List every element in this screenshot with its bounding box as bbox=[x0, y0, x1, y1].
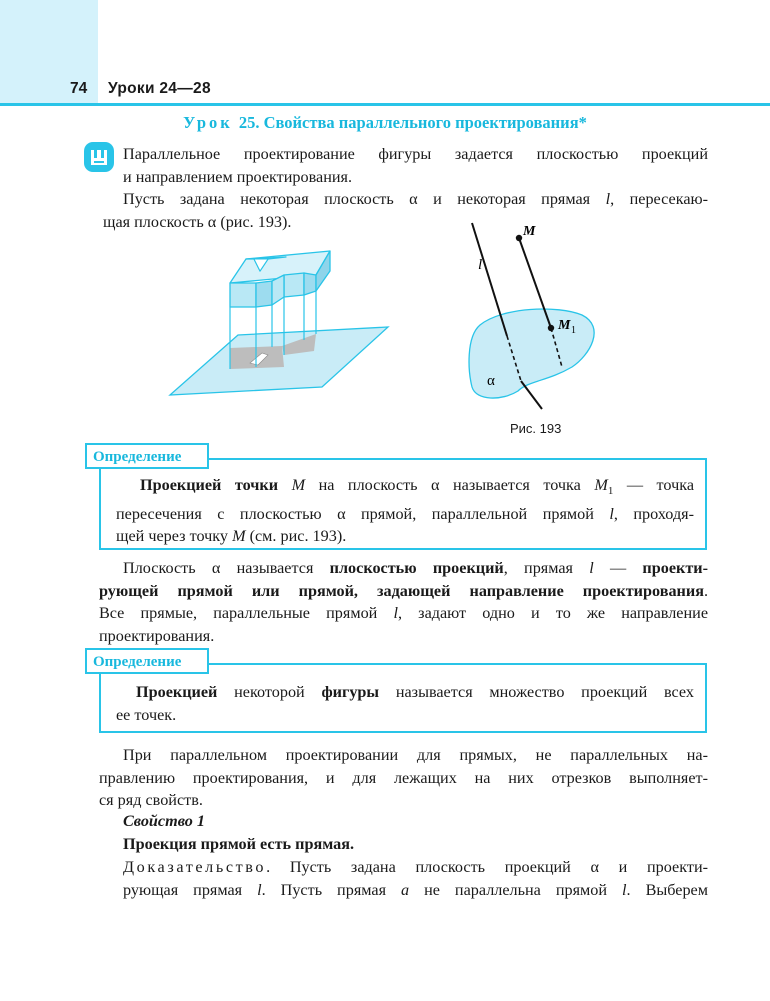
paragraph-line: ся ряд свойств. bbox=[99, 791, 203, 809]
label-M1: M bbox=[558, 318, 571, 333]
definition-line: ее точек. bbox=[116, 705, 177, 724]
proof-line: Доказательство. Пусть задана плоскость проекций α и проекти- bbox=[123, 858, 708, 876]
paragraph-line: проектирования. bbox=[99, 626, 215, 645]
definition-line: Проекцией точки M на плоскость α называется точка $M_1$ — точка bbox=[140, 476, 695, 498]
paragraph-line: Все прямые, параллельные прямой l, задают одно и то же направление bbox=[99, 604, 708, 622]
header-rule bbox=[0, 103, 770, 106]
paragraph-line: рующей прямой или прямой, задающей направление проектирования. bbox=[99, 581, 708, 600]
figure-193 bbox=[150, 215, 630, 415]
definition-text bbox=[116, 474, 694, 548]
block-front bbox=[230, 283, 256, 307]
definition-line: щей через точку M (см. рис. 193). bbox=[116, 527, 347, 546]
definition-line: Проекцией некоторой фигуры называется множество проекций всех bbox=[136, 683, 694, 701]
paragraph-line: правлению проектирования, и для лежащих на них отрезков выполняет- bbox=[99, 768, 708, 787]
label-l: l bbox=[478, 257, 483, 273]
paragraph-2 bbox=[99, 557, 708, 647]
figure-caption: Рис. 193 bbox=[510, 421, 562, 436]
point-M1 bbox=[548, 325, 554, 331]
property-statement: Проекция прямой есть прямая. bbox=[123, 834, 355, 853]
label-alpha: α bbox=[487, 373, 495, 389]
label-M: M bbox=[523, 224, 536, 239]
notebook-icon bbox=[84, 142, 114, 172]
definition-line: пересечения с плоскостью α прямой, параллельной прямой l, проходя- bbox=[116, 504, 695, 523]
property-heading: Свойство 1 bbox=[123, 812, 205, 830]
paragraph-line: При параллельном проектировании для прямых, не параллельных на- bbox=[123, 746, 708, 764]
intro-line: щая плоскость α (рис. 193). bbox=[103, 212, 292, 231]
definition-tab: Определение bbox=[85, 443, 209, 469]
page-number: 74 bbox=[70, 80, 88, 97]
label-M1-sub: 1 bbox=[571, 325, 576, 336]
proof-paragraph bbox=[123, 856, 708, 901]
lesson-title-text: 25. Свойства параллельного проектирования* bbox=[238, 113, 587, 132]
definition-text bbox=[116, 681, 694, 726]
definition-tab: Определение bbox=[85, 648, 209, 674]
paragraph-3 bbox=[99, 744, 708, 812]
property-1 bbox=[123, 810, 708, 855]
proof-line: рующая прямая l. Пусть прямая a не параллельна прямой l. Выберем bbox=[123, 880, 708, 899]
lesson-word: Урок bbox=[183, 113, 233, 132]
point-M bbox=[516, 235, 522, 241]
intro-line: Пусть задана некоторая плоскость α и некоторая прямая l, пересекаю- bbox=[123, 190, 708, 208]
intro-line: Параллельное проектирование фигуры задается плоскостью проекций bbox=[123, 145, 708, 163]
intro-line: и направлением проектирования. bbox=[123, 167, 353, 186]
running-title: Уроки 24—28 bbox=[108, 80, 211, 97]
lesson-title bbox=[0, 113, 770, 133]
paragraph-line: Плоскость α называется плоскостью проекций, прямая l — проекти- bbox=[123, 559, 708, 577]
